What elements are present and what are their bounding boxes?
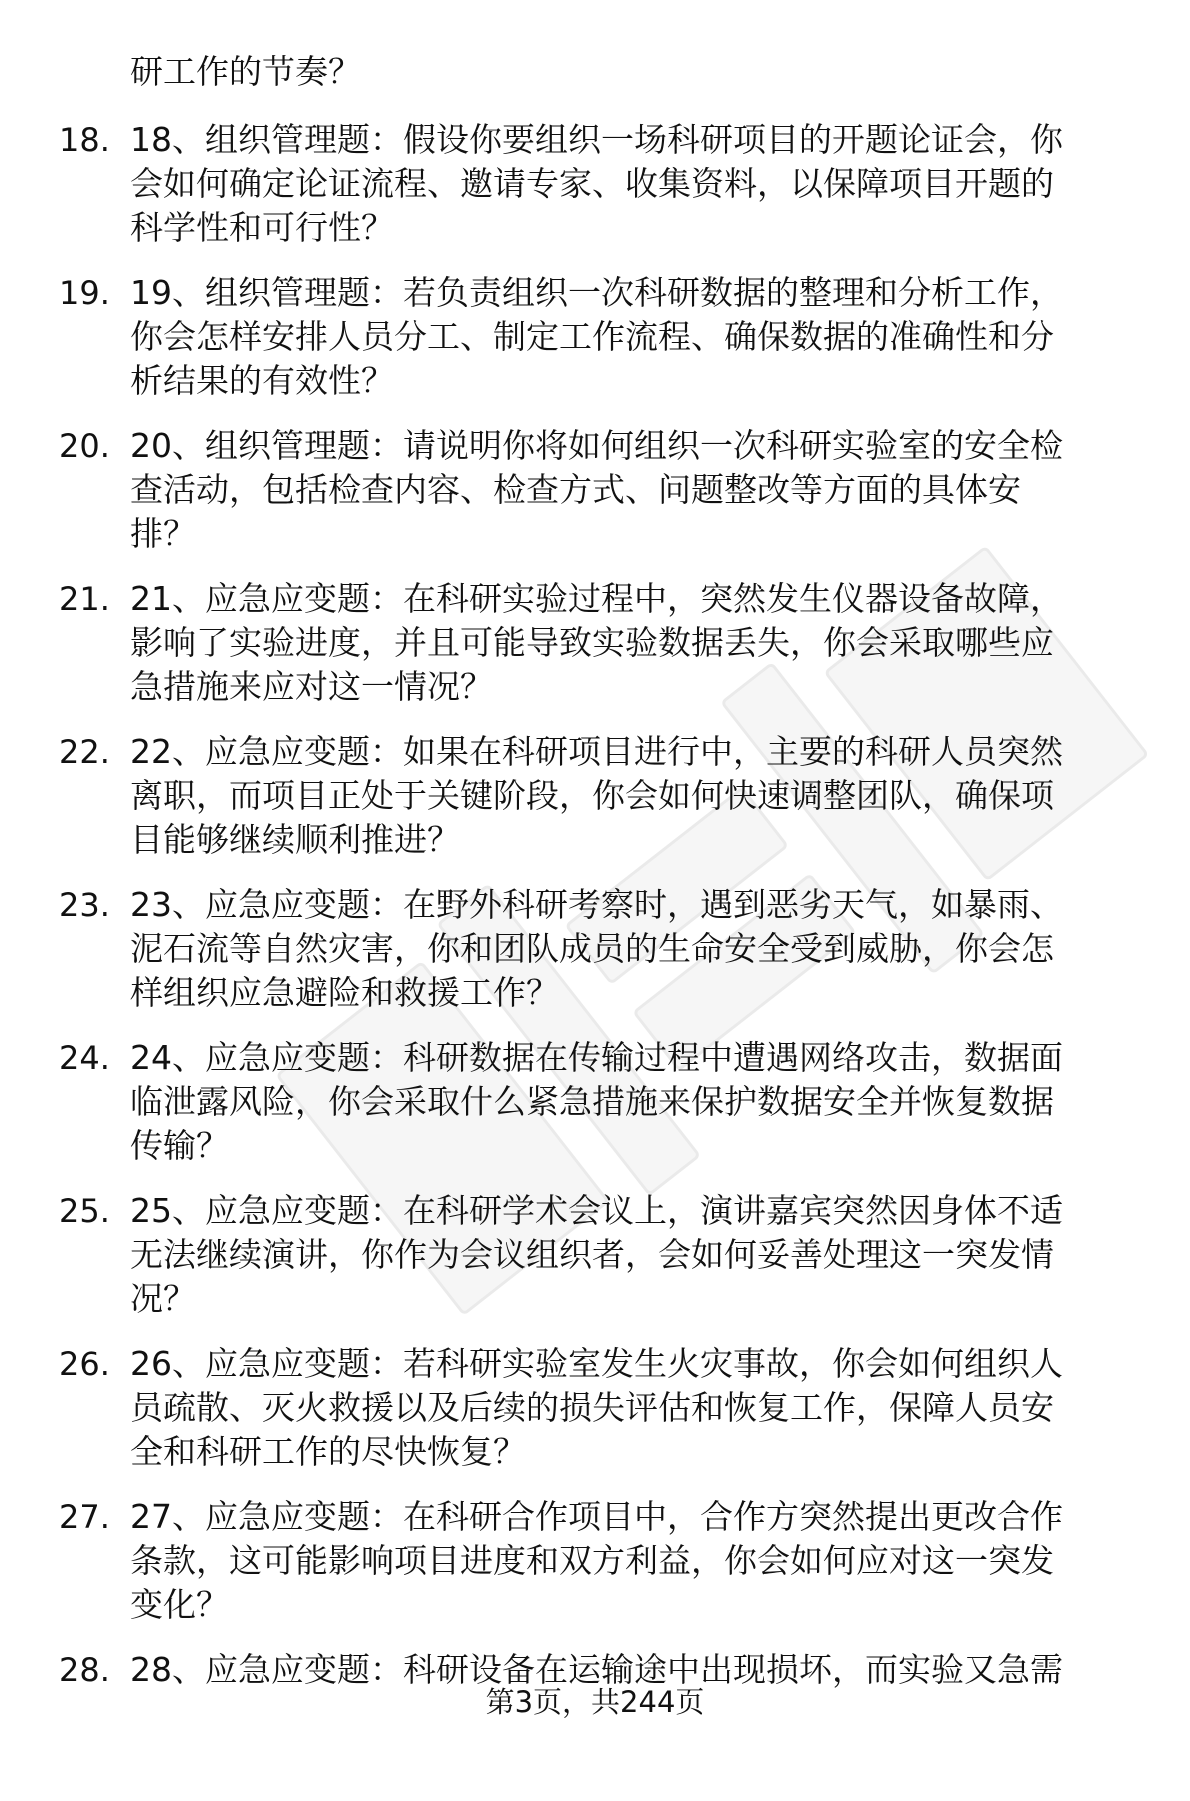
question-text-line: 排？ bbox=[130, 514, 196, 553]
question-number: 24. bbox=[59, 1039, 110, 1077]
question-text bbox=[130, 883, 1150, 1015]
question-number: 25. bbox=[59, 1192, 110, 1230]
question-number: 21. bbox=[59, 580, 110, 618]
question-text-line: 析结果的有效性？ bbox=[130, 361, 394, 400]
question-item bbox=[0, 883, 1190, 1036]
question-number: 26. bbox=[59, 1345, 110, 1383]
question-text bbox=[130, 1342, 1150, 1474]
question-item bbox=[0, 271, 1190, 424]
question-text-line: 样组织应急避险和救援工作？ bbox=[130, 973, 559, 1012]
question-text-line: 全和科研工作的尽快恢复？ bbox=[130, 1432, 526, 1471]
question-text bbox=[130, 1036, 1150, 1168]
question-text-line: 会如何确定论证流程、邀请专家、收集资料，以保障项目开题的 bbox=[130, 164, 1054, 203]
question-item bbox=[0, 1495, 1190, 1648]
question-text bbox=[130, 730, 1150, 862]
question-text bbox=[130, 577, 1150, 709]
question-list bbox=[0, 118, 1190, 1801]
page-footer: 第3页，共244页 bbox=[485, 1685, 705, 1719]
question-text-line: 科学性和可行性？ bbox=[130, 208, 394, 247]
question-number: 18. bbox=[59, 121, 110, 159]
question-text-line: 18、组织管理题：假设你要组织一场科研项目的开题论证会，你 bbox=[130, 120, 1063, 159]
question-text-line: 无法继续演讲，你作为会议组织者，会如何妥善处理这一突发情 bbox=[130, 1235, 1054, 1274]
question-number: 20. bbox=[59, 427, 110, 465]
question-number: 27. bbox=[59, 1498, 110, 1536]
question-number: 23. bbox=[59, 886, 110, 924]
question-text-line: 条款，这可能影响项目进度和双方利益，你会如何应对这一突发 bbox=[130, 1541, 1054, 1580]
question-text bbox=[130, 118, 1150, 250]
question-text-line: 变化？ bbox=[130, 1585, 229, 1624]
question-text-line: 25、应急应变题：在科研学术会议上，演讲嘉宾突然因身体不适 bbox=[130, 1191, 1063, 1230]
question-text-line: 临泄露风险，你会采取什么紧急措施来保护数据安全并恢复数据 bbox=[130, 1082, 1054, 1121]
question-text-line: 27、应急应变题：在科研合作项目中，合作方突然提出更改合作 bbox=[130, 1497, 1063, 1536]
question-text-line: 21、应急应变题：在科研实验过程中，突然发生仪器设备故障， bbox=[130, 579, 1063, 618]
question-item bbox=[0, 1648, 1190, 1801]
question-item bbox=[0, 577, 1190, 730]
question-item bbox=[0, 1189, 1190, 1342]
question-item bbox=[0, 1036, 1190, 1189]
question-text-line: 目能够继续顺利推进？ bbox=[130, 820, 460, 859]
question-text-line: 22、应急应变题：如果在科研项目进行中，主要的科研人员突然 bbox=[130, 732, 1063, 771]
question-text-line: 19、组织管理题：若负责组织一次科研数据的整理和分析工作， bbox=[130, 273, 1063, 312]
question-text-line: 传输？ bbox=[130, 1126, 229, 1165]
question-text-line: 影响了实验进度，并且可能导致实验数据丢失，你会采取哪些应 bbox=[130, 623, 1054, 662]
question-text bbox=[130, 1189, 1150, 1321]
question-text-line: 你会怎样安排人员分工、制定工作流程、确保数据的准确性和分 bbox=[130, 317, 1054, 356]
question-text-line: 23、应急应变题：在野外科研考察时，遇到恶劣天气，如暴雨、 bbox=[130, 885, 1063, 924]
question-text-line: 急措施来应对这一情况？ bbox=[130, 667, 493, 706]
question-number: 19. bbox=[59, 274, 110, 312]
question-text bbox=[130, 1495, 1150, 1627]
question-text-line: 28、应急应变题：科研设备在运输途中出现损坏，而实验又急需 bbox=[130, 1650, 1063, 1689]
question-text-line: 查活动，包括检查内容、检查方式、问题整改等方面的具体安 bbox=[130, 470, 1021, 509]
continued-text: 研工作的节奏？ bbox=[130, 52, 361, 91]
question-text-line: 泥石流等自然灾害，你和团队成员的生命安全受到威胁，你会怎 bbox=[130, 929, 1054, 968]
question-text-line: 离职，而项目正处于关键阶段，你会如何快速调整团队，确保项 bbox=[130, 776, 1054, 815]
question-text-line: 20、组织管理题：请说明你将如何组织一次科研实验室的安全检 bbox=[130, 426, 1063, 465]
question-text bbox=[130, 271, 1150, 403]
question-text-line: 26、应急应变题：若科研实验室发生火灾事故，你会如何组织人 bbox=[130, 1344, 1063, 1383]
question-item bbox=[0, 730, 1190, 883]
question-text-line: 24、应急应变题：科研数据在传输过程中遭遇网络攻击，数据面 bbox=[130, 1038, 1063, 1077]
question-text bbox=[130, 424, 1150, 556]
question-item bbox=[0, 1342, 1190, 1495]
question-number: 22. bbox=[59, 733, 110, 771]
question-item bbox=[0, 118, 1190, 271]
question-number: 28. bbox=[59, 1651, 110, 1689]
question-text-line: 员疏散、灭火救援以及后续的损失评估和恢复工作，保障人员安 bbox=[130, 1388, 1054, 1427]
question-text-line: 况？ bbox=[130, 1279, 196, 1318]
question-item bbox=[0, 424, 1190, 577]
